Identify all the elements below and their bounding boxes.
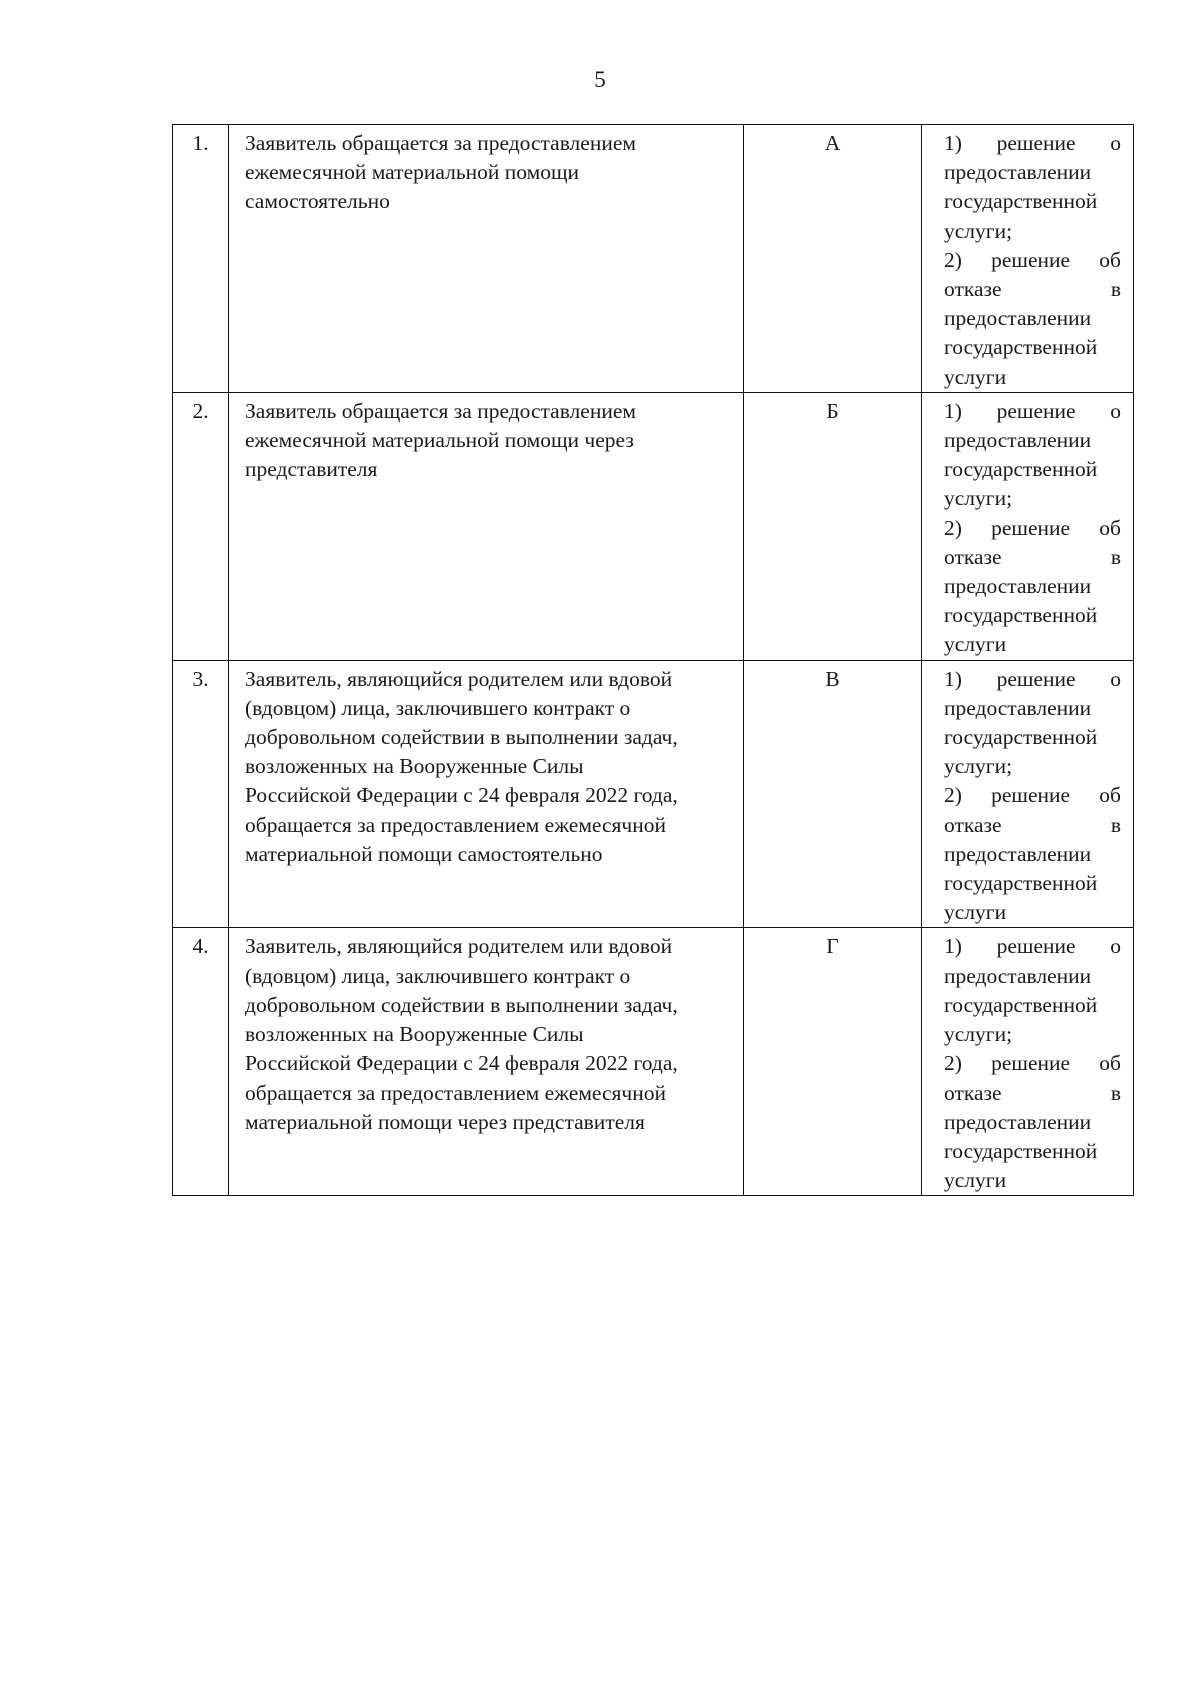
result-line: 1) решение о bbox=[944, 934, 1121, 959]
description-line: Российской Федерации с 24 февраля 2022 года, bbox=[245, 783, 678, 808]
result-line: государственной bbox=[944, 603, 1098, 628]
description-line: обращается за предоставлением ежемесячной bbox=[245, 812, 667, 837]
table-row bbox=[173, 392, 1134, 660]
result-line: отказе в bbox=[944, 277, 1121, 302]
result-line: услуги; bbox=[944, 1022, 1013, 1047]
variant-code: Г bbox=[744, 928, 922, 1196]
service-result bbox=[922, 392, 1134, 660]
result-line: предоставлении bbox=[944, 1109, 1092, 1134]
service-result bbox=[922, 928, 1134, 1196]
variant-code: Б bbox=[744, 392, 922, 660]
result-line: государственной bbox=[944, 457, 1098, 482]
result-line: предоставлении bbox=[944, 841, 1092, 866]
description-line: Заявитель обращается за предоставлением bbox=[245, 398, 636, 423]
description-line: материальной помощи самостоятельно bbox=[245, 841, 603, 866]
applicant-description bbox=[229, 928, 744, 1196]
row-number: 1. bbox=[173, 125, 229, 393]
result-line: услуги bbox=[944, 632, 1007, 657]
result-line: 2) решение об bbox=[944, 1051, 1121, 1076]
page-number: 5 bbox=[594, 67, 606, 92]
description-line: возложенных на Вооруженные Силы bbox=[245, 754, 584, 779]
result-line: 2) решение об bbox=[944, 247, 1121, 272]
result-line: государственной bbox=[944, 992, 1098, 1017]
result-line: отказе в bbox=[944, 1080, 1121, 1105]
result-line: 1) решение о bbox=[944, 398, 1121, 423]
description-line: самостоятельно bbox=[245, 189, 390, 214]
description-line: (вдовцом) лица, заключившего контракт о bbox=[245, 695, 631, 720]
result-line: предоставлении bbox=[944, 574, 1092, 599]
result-line: государственной bbox=[944, 1138, 1098, 1163]
description-line: обращается за предоставлением ежемесячной bbox=[245, 1080, 667, 1105]
result-line: услуги; bbox=[944, 218, 1013, 243]
description-line: добровольном содействии в выполнении задач, bbox=[245, 725, 678, 750]
result-line: предоставлении bbox=[944, 160, 1092, 185]
result-line: 1) решение о bbox=[944, 131, 1121, 155]
row-number: 4. bbox=[173, 928, 229, 1196]
table-row bbox=[173, 125, 1134, 393]
result-line: услуги bbox=[944, 900, 1007, 925]
result-line: предоставлении bbox=[944, 428, 1092, 453]
description-line: Заявитель обращается за предоставлением bbox=[245, 131, 636, 155]
description-line: Заявитель, являющийся родителем или вдовой bbox=[245, 666, 673, 691]
result-line: предоставлении bbox=[944, 963, 1092, 988]
result-line: государственной bbox=[944, 725, 1098, 750]
service-result bbox=[922, 125, 1134, 393]
table-body bbox=[173, 125, 1134, 1196]
description-line: материальной помощи через представителя bbox=[245, 1109, 645, 1134]
result-line: предоставлении bbox=[944, 306, 1092, 331]
result-line: 1) решение о bbox=[944, 666, 1121, 691]
applicant-description bbox=[229, 392, 744, 660]
result-line: предоставлении bbox=[944, 695, 1092, 720]
description-line: ежемесячной материальной помощи bbox=[245, 160, 580, 185]
description-line: Заявитель, являющийся родителем или вдовой bbox=[245, 934, 673, 959]
result-line: услуги; bbox=[944, 754, 1013, 779]
applicant-description bbox=[229, 660, 744, 928]
result-line: отказе в bbox=[944, 544, 1121, 569]
description-line: ежемесячной материальной помощи через bbox=[245, 428, 634, 453]
result-line: отказе в bbox=[944, 812, 1121, 837]
applicant-description bbox=[229, 125, 744, 393]
result-line: 2) решение об bbox=[944, 783, 1121, 808]
row-number: 3. bbox=[173, 660, 229, 928]
service-result bbox=[922, 660, 1134, 928]
table-row bbox=[173, 660, 1134, 928]
description-line: (вдовцом) лица, заключившего контракт о bbox=[245, 963, 631, 988]
description-line: Российской Федерации с 24 февраля 2022 года, bbox=[245, 1051, 678, 1076]
result-line: государственной bbox=[944, 871, 1098, 896]
variant-code: А bbox=[744, 125, 922, 393]
description-line: возложенных на Вооруженные Силы bbox=[245, 1022, 584, 1047]
description-line: добровольном содействии в выполнении задач, bbox=[245, 992, 678, 1017]
table-row bbox=[173, 928, 1134, 1196]
result-line: государственной bbox=[944, 335, 1098, 360]
result-line: государственной bbox=[944, 189, 1098, 214]
variant-code: В bbox=[744, 660, 922, 928]
result-line: 2) решение об bbox=[944, 515, 1121, 540]
result-line: услуги bbox=[944, 364, 1007, 389]
applicant-variants-table bbox=[172, 124, 1134, 1196]
row-number: 2. bbox=[173, 392, 229, 660]
description-line: представителя bbox=[245, 457, 378, 482]
result-line: услуги bbox=[944, 1168, 1007, 1193]
result-line: услуги; bbox=[944, 486, 1013, 511]
